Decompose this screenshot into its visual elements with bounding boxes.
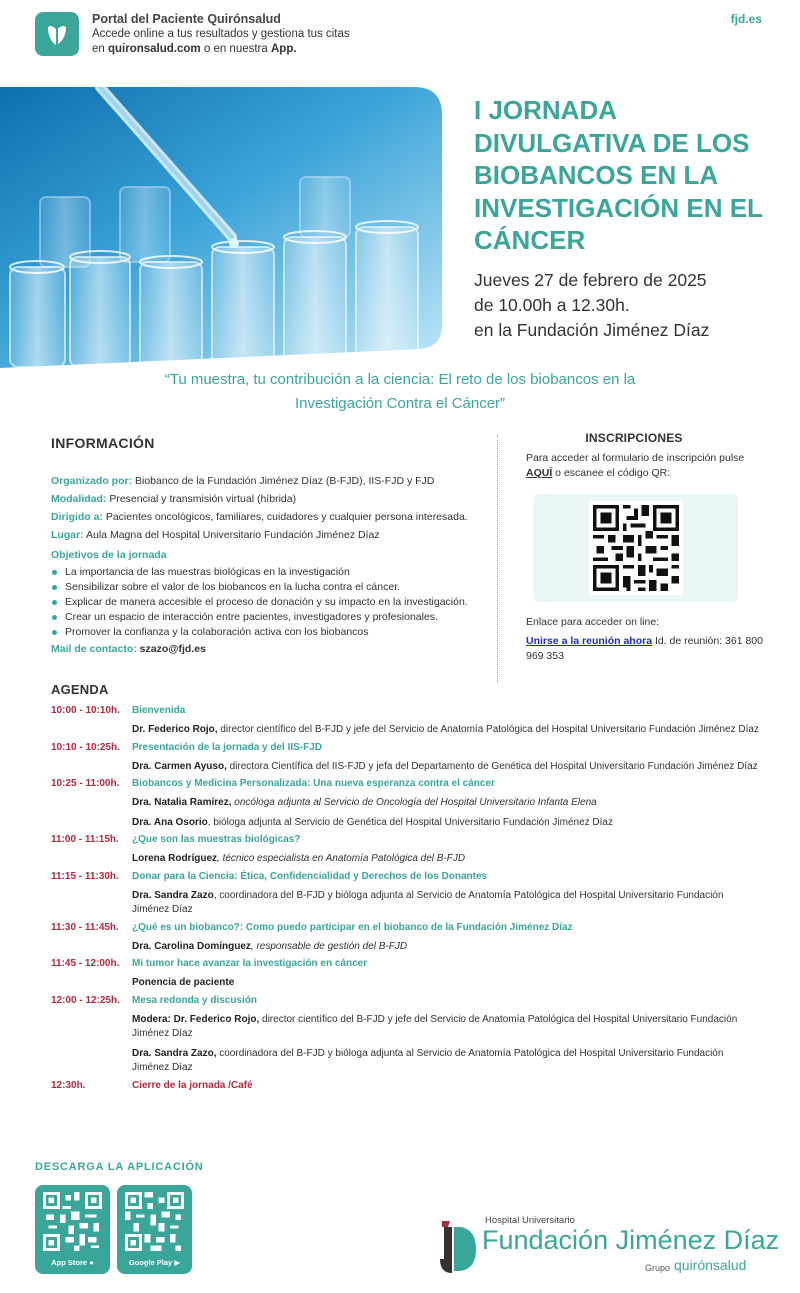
agenda-title: Bienvenida [132, 705, 186, 716]
google-play-qr-icon [125, 1192, 184, 1251]
agenda-speaker [132, 723, 761, 738]
event-meta [474, 268, 784, 343]
join-meeting-link[interactable]: Unirse a la reunión ahora [526, 635, 653, 647]
hospital-name: Fundación Jiménez Díaz [482, 1225, 780, 1255]
speaker-name: Dra. Carmen Ayuso, [132, 760, 227, 772]
agenda-time: 12:00 - 12:25h. [51, 994, 120, 1006]
download-app-heading: DESCARGA LA APLICACIÓN [35, 1161, 204, 1173]
speaker-role: , técnico especialista en Anatomía Patológica del B-FJD [217, 853, 466, 864]
agenda-speaker [132, 976, 761, 991]
app-store-button[interactable] [35, 1185, 110, 1274]
speaker-name: Dra. Carolina Domínguez [132, 940, 251, 952]
agenda-row [51, 777, 761, 791]
info-lugar: Lugar: Aula Magna del Hospital Universitario Fundación Jiménez Díaz [51, 529, 380, 541]
apple-icon: ● [89, 1258, 94, 1267]
mail-link[interactable]: szazo@fjd.es [136, 643, 206, 655]
app-store-qr-icon [43, 1192, 102, 1251]
agenda-row [51, 741, 761, 755]
agenda-title: Donar para la Ciencia: Ética, Confidencialidad y Derechos de los Donantes [132, 870, 488, 882]
speaker-name: Modera: Dr. Federico Rojo, [132, 1013, 260, 1025]
speaker-role: director científico del B-FJD y jefe del Servicio de Anatomía Patológica del Hospital Universitario Fundación Jiménez Díaz [132, 1013, 738, 1039]
speaker-name: Dra. Natalia Ramírez, [132, 797, 232, 808]
portal-app-link[interactable]: App. [270, 43, 297, 55]
play-icon: ▶ [174, 1258, 181, 1267]
agenda-time: 11:00 - 11:15h. [51, 834, 119, 845]
info-heading: INFORMACIÓN [51, 435, 155, 451]
quote-line-2: Investigación Contra el Cáncer” [294, 395, 506, 412]
agenda-time: 11:15 - 11:30h. [51, 870, 119, 882]
agenda-time: 12:30h. [51, 1079, 86, 1091]
agenda-list [51, 702, 761, 1093]
agenda-time: 10:10 - 10:25h. [51, 741, 120, 753]
info-modalidad: Modalidad: Presencial y transmisión virtual (híbrida) [51, 493, 297, 505]
speaker-name: Ponencia de paciente [132, 977, 235, 988]
agenda-speaker [132, 1047, 761, 1076]
google-play-label: Google Play ▶ [128, 1258, 181, 1267]
column-divider [497, 435, 498, 683]
agenda-row [51, 1079, 761, 1093]
agenda-title: ¿Que son las muestras biológicas? [132, 834, 301, 845]
hero-lab-image [0, 87, 442, 368]
agenda-row [51, 704, 761, 718]
fjd-site-link[interactable]: fjd.es [730, 12, 762, 26]
agenda-heading: AGENDA [51, 682, 109, 697]
list-item: Explicar de manera accesible el proceso de donación y su impacto en la investigación. [51, 595, 496, 610]
speaker-role: , bióloga adjunta al Servicio de Genética del Hospital Universitario Fundación Jiménez Díaz [207, 816, 613, 828]
objetivos-heading: Objetivos de la jornada [51, 549, 167, 561]
meeting-id: Id. de reunión: 361 800 969 353 [526, 635, 763, 662]
grupo-label: Grupo [645, 1263, 671, 1273]
agenda-speaker [132, 940, 761, 955]
event-quote [100, 368, 700, 416]
speaker-role: coordinadora del B-FJD y bióloga adjunta al Servicio de Anatomía Patológica del Hospital Universitario Fundación Jiménez Díaz [132, 1047, 724, 1073]
online-access-label: Enlace para acceder on line: [526, 616, 660, 628]
agenda-speaker [132, 796, 761, 811]
quote-line-1: “Tu muestra, tu contribución a la ciencia: El reto de los biobancos en la [164, 371, 636, 388]
agenda-speaker [132, 816, 761, 831]
speaker-role: , coordinadora del B-FJD y bióloga adjunta al Servicio de Anatomía Patológica del Hospital Universitario Fundación Jiménez Díaz [132, 889, 724, 915]
meeting-info [526, 634, 776, 664]
agenda-speaker [132, 1013, 761, 1042]
agenda-row [51, 994, 761, 1008]
info-organizado: Organizado por: Biobanco de la Fundación Jiménez Díaz (B-FJD), IIS-FJD y FJD [51, 475, 435, 487]
portal-promo [92, 12, 422, 57]
registration-qr-icon[interactable] [587, 501, 685, 595]
agenda-title: Cierre de la jornada /Café [132, 1079, 253, 1091]
speaker-name: Dra. Sandra Zazo [132, 889, 214, 901]
agenda-speaker [132, 760, 761, 775]
agenda-time: 10:00 - 10:10h. [51, 705, 120, 716]
agenda-row [51, 833, 761, 847]
registration-form-link[interactable]: AQUÍ [526, 467, 553, 479]
agenda-time: 11:45 - 12:00h. [51, 958, 120, 969]
portal-line2: en quironsalud.com o en nuestra App. [92, 43, 297, 55]
info-dirigido: Dirigido a: Pacientes oncológicos, familiares, cuidadores y cualquier persona interesada. [51, 511, 468, 523]
agenda-title: ¿Qué es un biobanco?: Como puedo participar en el biobanco de la Fundación Jiménez Díaz [132, 921, 573, 933]
inscripciones-text: Para acceder al formulario de inscripción pulse AQUÍ o escanee el código QR: [526, 452, 745, 479]
google-play-button[interactable] [117, 1185, 192, 1274]
agenda-row [51, 921, 761, 935]
agenda-title: Mi tumor hace avanzar la investigación en cáncer [132, 958, 368, 969]
list-item: Crear un espacio de interacción entre pacientes, investigadores y profesionales. [51, 610, 496, 625]
agenda-title: Biobancos y Medicina Personalizada: Una nueva esperanza contra el cáncer [132, 778, 495, 789]
speaker-role: oncóloga adjunta al Servicio de Oncología del Hospital Universitario Infanta Elena [231, 797, 597, 808]
hospital-small-label: Hospital Universitario [485, 1215, 575, 1226]
speaker-role: , responsable de gestión del B-FJD [250, 940, 408, 952]
speaker-name: Dra. Sandra Zazo, [132, 1047, 217, 1059]
header [35, 12, 765, 62]
portal-line1: Accede online a tus resultados y gestiona tus citas [92, 28, 350, 40]
quironsalud-brand: quirónsalud [674, 1257, 747, 1273]
jd-logo-icon [430, 1219, 480, 1277]
inscripciones-heading: INSCRIPCIONES [585, 431, 683, 445]
event-title: I JORNADA DIVULGATIVA DE LOS BIOBANCOS EN LA INVESTIGACIÓN EN EL CÁNCER [474, 95, 763, 255]
event-time: de 10.00h a 12.30h. [474, 295, 630, 315]
list-item: Sensibilizar sobre el valor de los biobancos en la lucha contra el cáncer. [51, 580, 496, 595]
agenda-time: 10:25 - 11:00h. [51, 778, 120, 789]
agenda-speaker [132, 889, 761, 918]
quironsalud-logo-icon [35, 12, 79, 56]
registration-qr-panel [533, 494, 738, 602]
event-date: Jueves 27 de febrero de 2025 [474, 270, 707, 290]
agenda-title: Presentación de la jornada y del IIS-FJD [132, 741, 323, 753]
speaker-name: Dra. Ana Osorio [132, 816, 208, 828]
info-block [51, 472, 496, 658]
agenda-title: Mesa redonda y discusión [132, 994, 258, 1006]
agenda-time: 11:30 - 11:45h. [51, 921, 119, 933]
agenda-row [51, 957, 761, 971]
list-item: La importancia de las muestras biológicas en la investigación [51, 565, 496, 580]
portal-title: Portal del Paciente Quirónsalud [92, 12, 281, 26]
app-store-label: App Store ● [51, 1258, 94, 1267]
agenda-speaker [132, 852, 761, 867]
objetivos-list [51, 565, 496, 640]
event-place: en la Fundación Jiménez Díaz [474, 320, 710, 340]
speaker-name: Lorena Rodríguez [132, 853, 218, 864]
portal-site-link[interactable]: quironsalud.com [108, 43, 201, 55]
speaker-role: directora Científica del IIS-FJD y jefa del Departamento de Genética del Hospital Universitario Fundación Jiménez Díaz [226, 760, 758, 772]
speaker-name: Dr. Federico Rojo, [132, 724, 218, 735]
fjd-hospital-logo [430, 1215, 780, 1280]
agenda-row [51, 870, 761, 884]
speaker-role: director científico del B-FJD y jefe del Servicio de Anatomía Patológica del Hospital Universitario Fundación Jiménez Díaz [217, 724, 759, 735]
contact-mail: Mail de contacto: szazo@fjd.es [51, 643, 206, 655]
list-item: Promover la confianza y la colaboración activa con los biobancos [51, 625, 496, 640]
